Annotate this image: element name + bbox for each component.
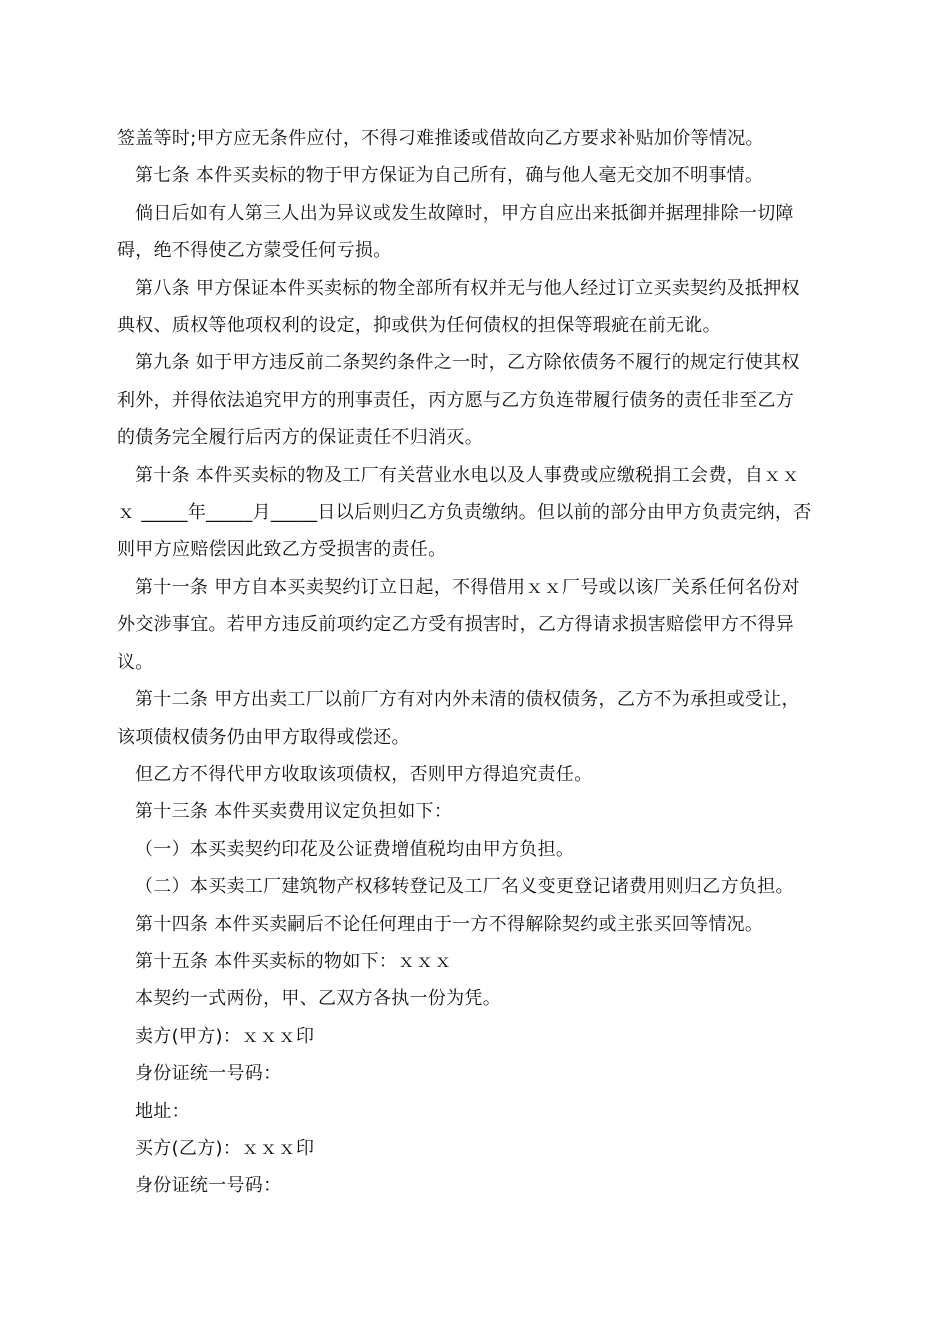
text-line: 典权、质权等他项权利的设定，抑或供为任何债权的担保等瑕疵在前无讹。 [117,315,721,337]
text-line: 身份证统一号码： [135,1175,282,1197]
text-line: 地址： [135,1100,190,1122]
text-line: 签盖等时;甲方应无条件应付，不得刁难推诿或借故向乙方要求补贴加价等情况。 [117,128,764,149]
p-article-7 [117,157,837,194]
text-line: 第八条 甲方保证本件买卖标的物全部所有权并无与他人经过订立买卖契约及抵押权 [135,277,800,299]
p-continuation [117,120,837,157]
text-line: 第七条 本件买卖标的物于甲方保证为自己所有，确与他人毫无交加不明事情。 [135,165,764,187]
p-article-12b [117,756,837,793]
text-line: 本契约一式两份，甲、乙双方各执一份为凭。 [135,988,501,1010]
text-line: （二）本买卖工厂建筑物产权移转登记及工厂名义变更登记诸费用则归乙方负担。 [135,876,794,898]
text-line: 议。 [117,651,154,673]
p-article-14 [117,906,837,943]
p-article-8 [117,270,837,345]
text-line: （一）本买卖契约印花及公证费增值税均由甲方负担。 [135,838,575,860]
p-buyer [117,1130,837,1167]
text-line: 第十四条 本件买卖嗣后不论任何理由于一方不得解除契约或主张买回等情况。 [135,913,764,935]
p-article-11 [117,569,837,681]
text-line: 但乙方不得代甲方收取该项债权，否则甲方得追究责任。 [135,763,593,785]
p-article-15 [117,943,837,980]
text-line: 第十一条 甲方自本买卖契约订立日起，不得借用ｘｘ厂号或以该厂关系任何名份对 [135,576,800,598]
p-seller-id [117,1055,837,1092]
p-article-9 [117,344,837,456]
p-article-10 [117,457,837,569]
text-line: 买方(乙方)：ｘｘｘ印 [135,1137,315,1159]
text-line: 利外，并得依法追究甲方的刑事责任，丙方愿与乙方负连带履行债务的责任非至乙方 [117,389,795,411]
text-line: 第十五条 本件买卖标的物如下：ｘｘｘ [135,950,453,972]
text-line: 身份证统一号码： [135,1063,282,1085]
document-page [117,120,837,1205]
text-line: 卖方(甲方)：ｘｘｘ印 [135,1025,315,1047]
p-copies [117,980,837,1017]
p-seller [117,1018,837,1055]
text-line: 的债务完全履行后丙方的保证责任不归消灭。 [117,427,483,449]
p-seller-address [117,1093,837,1130]
p-article-7b [117,195,837,270]
p-article-13-2 [117,868,837,905]
text-line: 外交涉事宜。若甲方违反前项约定乙方受有损害时，乙方得请求损害赔偿甲方不得异 [117,614,795,636]
text-line: 第十三条 本件买卖费用议定负担如下： [135,801,453,823]
text-line: 碍，绝不得使乙方蒙受任何亏损。 [117,240,392,262]
p-article-13-1 [117,831,837,868]
p-article-12 [117,681,837,756]
text-line: 倘日后如有人第三人出为异议或发生故障时，甲方自应出来抵御并据理排除一切障 [135,202,794,224]
p-buyer-id [117,1167,837,1204]
text-line: 第九条 如于甲方违反前二条契约条件之一时，乙方除依债务不履行的规定行使其权 [135,352,800,374]
text-line: ｘ _____年_____月_____日以后则归乙方负责缴纳。但以前的部分由甲方负责完纳，否 [117,502,812,524]
text-line: 该项债权债务仍由甲方取得或偿还。 [117,726,410,748]
text-line: 第十条 本件买卖标的物及工厂有关营业水电以及人事费或应缴税捐工会费，自ｘｘ [135,464,800,486]
document-body [117,120,837,1205]
p-article-13 [117,793,837,830]
text-line: 第十二条 甲方出卖工厂以前厂方有对内外未清的债权债务，乙方不为承担或受让， [135,689,800,711]
text-line: 则甲方应赔偿因此致乙方受损害的责任。 [117,539,447,561]
